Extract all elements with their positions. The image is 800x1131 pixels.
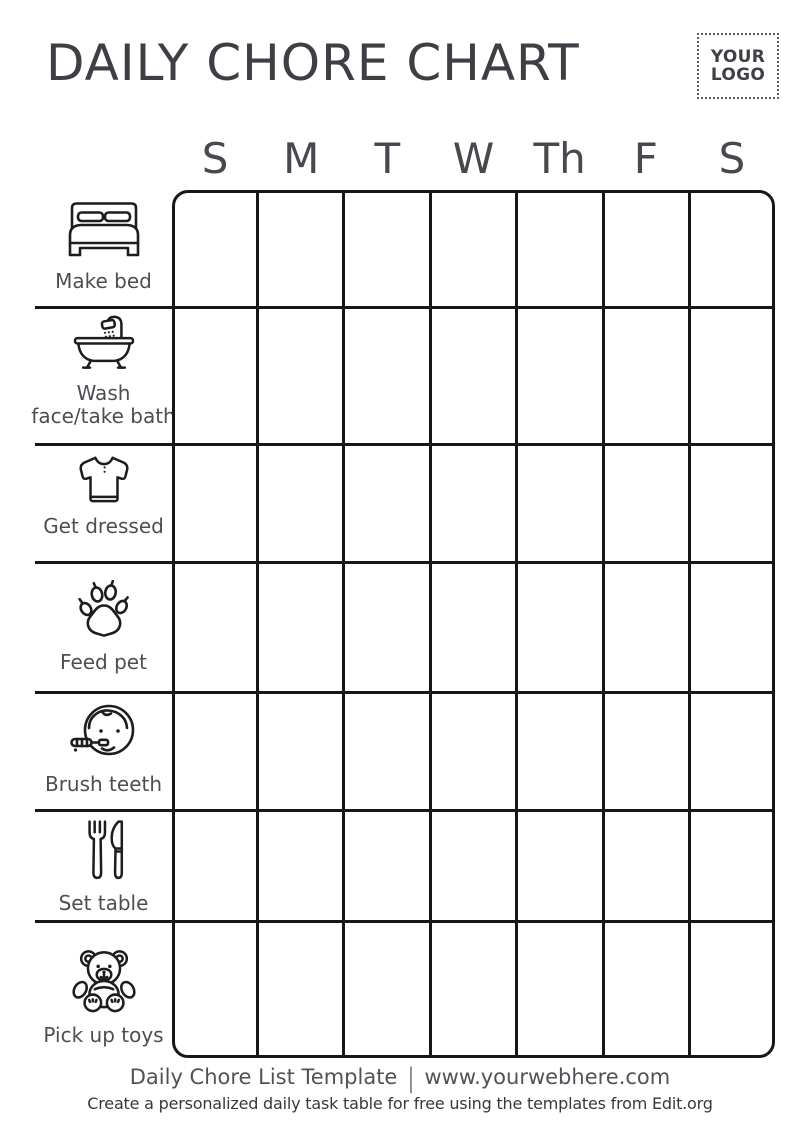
grid-cell [429, 190, 516, 306]
grid-cell [256, 564, 343, 691]
shirt-icon [77, 454, 131, 505]
grid-cell [515, 923, 602, 1058]
bed-icon [65, 200, 143, 257]
chore-row-set-table [35, 812, 775, 923]
grid-cell [256, 812, 343, 920]
grid-cell [172, 190, 256, 306]
logo-text-line2: LOGO [710, 65, 766, 85]
chore-label-cell [35, 446, 172, 561]
day-header-thursday: Th [533, 134, 586, 183]
grid-cell [602, 812, 689, 920]
day-header-row [172, 126, 775, 184]
chore-label-cell [35, 923, 172, 1058]
teddy-bear-icon [68, 946, 140, 1014]
grid-cell [602, 309, 689, 443]
grid-cell [515, 309, 602, 443]
chore-row-pick-up-toys [35, 923, 775, 1058]
cutlery-icon [79, 818, 129, 882]
grid-cell [688, 564, 775, 691]
chore-label: Get dressed [43, 514, 164, 539]
grid-cell [602, 923, 689, 1058]
grid-cell [256, 190, 343, 306]
grid-cell [602, 694, 689, 809]
grid-cell [342, 923, 429, 1058]
grid-cell [688, 694, 775, 809]
grid-cell [515, 190, 602, 306]
grid-cell [429, 309, 516, 443]
grid-cell [342, 446, 429, 561]
chore-label: Make bed [55, 269, 152, 294]
footer-line1 [0, 1063, 800, 1094]
logo-placeholder [697, 33, 779, 99]
grid-cell [602, 446, 689, 561]
grid-cell [172, 309, 256, 443]
chore-label: Wash [76, 380, 131, 405]
grid-cell [602, 564, 689, 691]
grid-cell [256, 446, 343, 561]
day-header-sunday: S [201, 134, 229, 183]
footer-template-name: Daily Chore List Template [129, 1065, 398, 1089]
grid-cell [342, 190, 429, 306]
grid-cell [172, 564, 256, 691]
grid-cell [688, 309, 775, 443]
day-header-wednesday: W [452, 134, 495, 183]
grid-cell [172, 923, 256, 1058]
day-header-saturday: S [718, 134, 746, 183]
grid-cell [688, 190, 775, 306]
chore-chart [31, 190, 775, 1058]
grid-cell [515, 694, 602, 809]
grid-cell [429, 923, 516, 1058]
footer-website-url: www.yourwebhere.com [424, 1065, 671, 1089]
logo-text-line1: YOUR [710, 46, 766, 67]
day-header-friday: F [633, 134, 658, 183]
chore-label-cell [35, 564, 172, 691]
day-header-tuesday: T [374, 134, 401, 183]
chore-label: Feed pet [60, 650, 147, 675]
grid-cell [688, 923, 775, 1058]
page-title: DAILY CHORE CHART [46, 34, 580, 92]
grid-cell [342, 694, 429, 809]
grid-cell [342, 812, 429, 920]
grid-cell [515, 564, 602, 691]
grid-cell [172, 812, 256, 920]
grid-cell [256, 309, 343, 443]
brushing-teeth-icon [69, 701, 139, 763]
chore-label-cell [35, 694, 172, 809]
chore-label: Set table [58, 891, 149, 916]
chore-label: face/take bath [31, 404, 176, 429]
paw-icon [76, 580, 132, 641]
grid-cell [342, 564, 429, 691]
grid-cell [429, 694, 516, 809]
grid-cell [515, 812, 602, 920]
grid-cell [515, 446, 602, 561]
bathtub-icon [72, 312, 136, 372]
grid-cell [342, 309, 429, 443]
chore-row-get-dressed [35, 446, 775, 564]
grid-cell [429, 446, 516, 561]
chore-label-cell [35, 190, 172, 306]
chore-label-cell [35, 812, 172, 920]
grid-cell [688, 812, 775, 920]
grid-cell [602, 190, 689, 306]
grid-cell [688, 446, 775, 561]
chore-row-make-bed [35, 190, 775, 309]
chore-label: Brush teeth [44, 772, 163, 797]
grid-cell [256, 923, 343, 1058]
chore-row-wash [31, 309, 775, 446]
grid-cell [256, 694, 343, 809]
chore-row-feed-pet [35, 564, 775, 694]
chore-label: Pick up toys [43, 1023, 164, 1048]
chore-label-cell [31, 309, 176, 443]
footer-line2: Create a personalized daily task table for free using the templates from Edit.org [87, 1094, 713, 1113]
grid-cell [429, 812, 516, 920]
grid-cell [172, 694, 256, 809]
grid-cell [172, 446, 256, 561]
grid-cell [429, 564, 516, 691]
footer-separator: | [406, 1063, 416, 1094]
day-header-monday: M [283, 134, 320, 183]
chore-row-brush-teeth [35, 694, 775, 812]
